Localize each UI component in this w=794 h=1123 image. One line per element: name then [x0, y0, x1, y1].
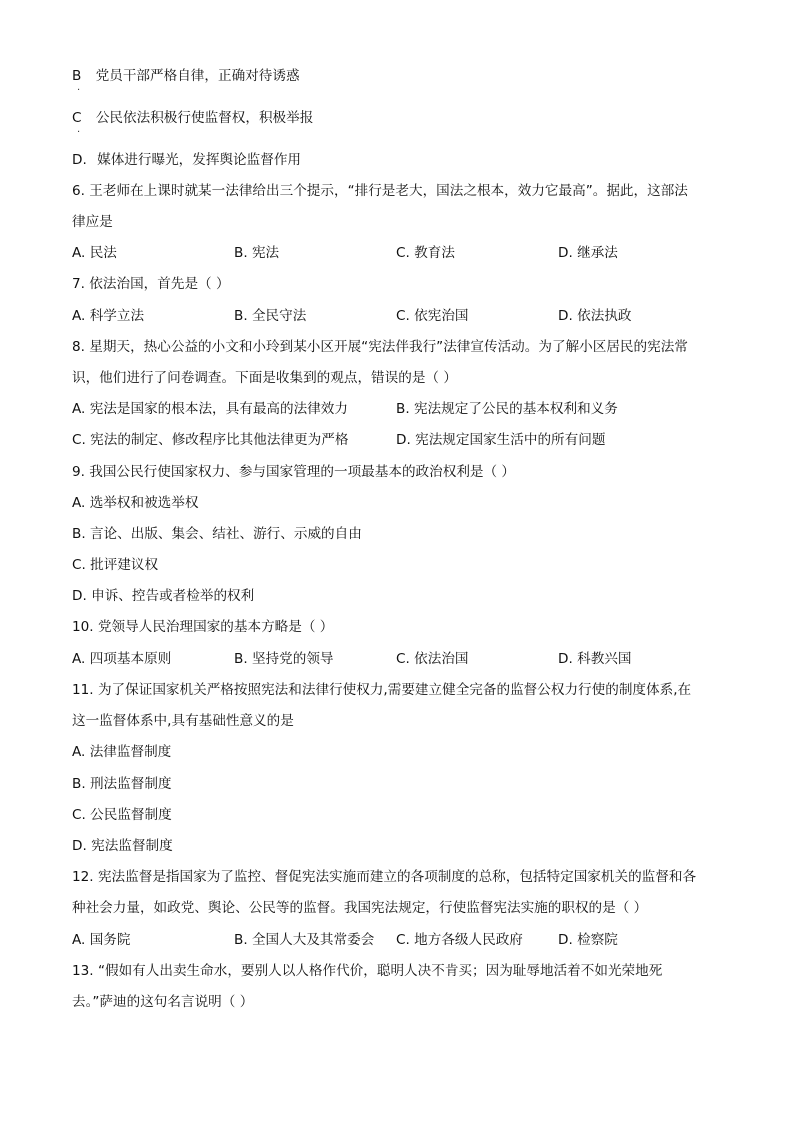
q5-option-c: [72, 109, 313, 127]
q8-option-a: A. 宪法是国家的根本法，具有最高的法律效力: [72, 401, 348, 417]
stray-dot: ·: [77, 127, 81, 138]
q10-option-d: D. 科教兴国: [558, 651, 632, 667]
q11-option-d: D. 宪法监督制度: [72, 838, 173, 854]
q5-option-d: [72, 151, 301, 169]
q9-option-a: A. 选举权和被选举权: [72, 495, 199, 511]
q12-stem-line1: 12. 宪法监督是指国家为了监控、督促宪法实施而建立的各项制度的总称，包括特定国家机关的监督和各: [72, 869, 697, 885]
q8-stem-line1: 8. 星期天，热心公益的小文和小玲到某小区开展“宪法伴我行”法律宣传活动。为了解小区居民的宪法常: [72, 339, 688, 355]
q12-option-c: C. 地方各级人民政府: [396, 932, 523, 948]
q8-option-d: D. 宪法规定国家生活中的所有问题: [396, 432, 606, 448]
q9-option-c: C. 批评建议权: [72, 557, 159, 573]
q12-option-b: B. 全国人大及其常委会: [234, 932, 375, 948]
q7-option-b: B. 全民守法: [234, 308, 307, 324]
q8-stem-line2: 识，他们进行了问卷调查。下面是收集到的观点，错误的是（ ）: [72, 370, 457, 386]
option-text: 党员干部严格自律，正确对待诱惑: [95, 68, 300, 84]
q10-option-b: B. 坚持党的领导: [234, 651, 334, 667]
stray-dot: ·: [77, 85, 81, 96]
option-text: 媒体进行曝光，发挥舆论监督作用: [97, 152, 302, 168]
q10-option-c: C. 依法治国: [396, 651, 469, 667]
q9-stem: 9. 我国公民行使国家权力、参与国家管理的一项最基本的政治权利是（ ）: [72, 464, 516, 480]
q6-option-d: D. 继承法: [558, 245, 618, 261]
q7-option-a: A. 科学立法: [72, 308, 145, 324]
q12-option-a: A. 国务院: [72, 932, 131, 948]
q11-stem-line2: 这一监督体系中,具有基础性意义的是: [72, 713, 294, 729]
q11-option-b: B. 刑法监督制度: [72, 776, 172, 792]
option-text: 公民依法积极行使监督权，积极举报: [95, 110, 314, 126]
q10-stem: 10. 党领导人民治理国家的基本方略是（ ）: [72, 619, 334, 635]
q6-option-c: C. 教育法: [396, 245, 455, 261]
option-letter: D.: [72, 152, 87, 168]
q6-stem-line1: 6. 王老师在上课时就某一法律给出三个提示，“排行是老大，国法之根本，效力它最高”。据此，这部法: [72, 183, 688, 199]
q8-option-b: B. 宪法规定了公民的基本权利和义务: [396, 401, 618, 417]
q7-option-d: D. 依法执政: [558, 308, 632, 324]
q11-stem-line1: 11. 为了保证国家机关严格按照宪法和法律行使权力,需要建立健全完备的监督公权力行使的制度体系,在: [72, 682, 692, 698]
q9-option-d: D. 申诉、控告或者检举的权利: [72, 588, 255, 604]
q9-option-b: B. 言论、出版、集会、结社、游行、示威的自由: [72, 526, 362, 542]
q6-option-b: B. 宪法: [234, 245, 280, 261]
q12-stem-line2: 种社会力量，如政党、舆论、公民等的监督。我国宪法规定，行使监督宪法实施的职权的是（ ）: [72, 900, 648, 916]
q7-option-c: C. 依宪治国: [396, 308, 469, 324]
q5-option-b: [72, 67, 300, 85]
q12-option-d: D. 检察院: [558, 932, 618, 948]
q6-option-a: A. 民法: [72, 245, 117, 261]
option-letter: C: [72, 110, 82, 126]
q6-stem-line2: 律应是: [72, 214, 113, 230]
q11-option-c: C. 公民监督制度: [72, 807, 172, 823]
option-letter: B: [72, 68, 82, 84]
q7-stem: 7. 依法治国，首先是（ ）: [72, 276, 230, 292]
q11-option-a: A. 法律监督制度: [72, 744, 172, 760]
q13-stem-line1: 13. “假如有人出卖生命水，要别人以人格作代价，聪明人决不肯买；因为耻辱地活着不如光荣地死: [72, 963, 663, 979]
q13-stem-line2: 去。”萨迪的这句名言说明（ ）: [72, 994, 254, 1010]
q10-option-a: A. 四项基本原则: [72, 651, 172, 667]
q8-option-c: C. 宪法的制定、修改程序比其他法律更为严格: [72, 432, 349, 448]
